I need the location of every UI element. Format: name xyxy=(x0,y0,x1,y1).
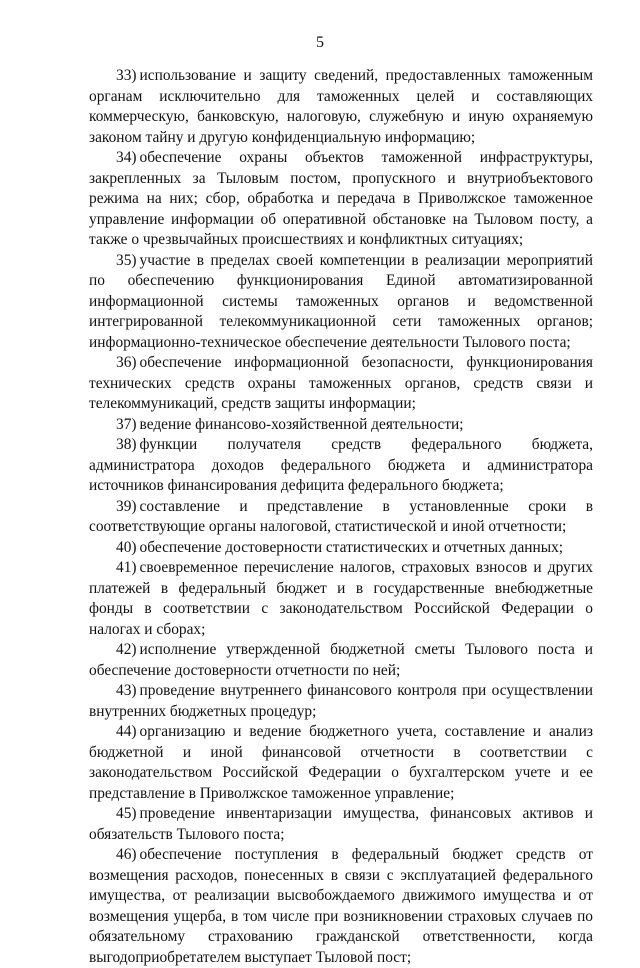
list-item-number: 38) xyxy=(116,436,137,453)
list-item-number: 34) xyxy=(116,149,137,166)
list-item-text: обеспечение информационной безопасности, функционирования технических средств охраны таможенных органов, средств связи и телекоммуникаций, средств защиты информации; xyxy=(89,354,593,412)
list-item-number: 36) xyxy=(116,354,137,371)
list-item-text: использование и защиту сведений, предоставленных таможенным органам исключительно для таможенных целей и составляющих коммерческую, банковскую, налоговую, служебную и иную охраняемую законом тайну и другую конфиденциальную информацию; xyxy=(89,67,593,146)
list-item-text: проведение внутреннего финансового контроля при осуществлении внутренних бюджетных процедур; xyxy=(89,682,593,720)
list-item-number: 37) xyxy=(116,415,137,433)
list-item-number: 43) xyxy=(116,682,137,699)
list-item xyxy=(89,538,593,559)
list-item-number: 45) xyxy=(116,805,137,822)
list-item xyxy=(89,497,593,538)
list-item-number: 44) xyxy=(116,723,137,740)
list-item-text: своевременное перечисление налогов, страховых взносов и других платежей в федеральный бюджет и в государственные внебюджетные фонды в соответствии с законодательством Российской Федерации о налогах и сборах; xyxy=(89,559,593,638)
list-item-number: 46) xyxy=(116,846,137,863)
list-item xyxy=(89,251,593,354)
list-item xyxy=(89,640,593,681)
list-item-text: составление и представление в установленные сроки в соответствующие органы налоговой, статистической и иной отчетности; xyxy=(89,497,593,535)
list-item-number: 41) xyxy=(116,559,137,576)
list-item xyxy=(89,148,593,251)
list-item xyxy=(89,415,593,436)
list-item-number: 39) xyxy=(116,497,137,515)
list-item xyxy=(89,435,593,497)
document-body xyxy=(89,66,593,968)
list-item-number: 42) xyxy=(116,641,137,658)
list-item-text: ведение финансово-хозяйственной деятельности; xyxy=(139,415,464,433)
list-item xyxy=(89,681,593,722)
list-item xyxy=(89,66,593,148)
list-item-text: обеспечение охраны объектов таможенной инфраструктуры, закрепленных за Тыловым постом, пропускного и внутриобъектового режима на них; сбор, обработка и передача в Приволжское таможенное управление информации об оперативной обстановке на Тыловом посту, а также о чрезвычайных происшествиях и конфликтных ситуациях; xyxy=(89,149,593,248)
list-item xyxy=(89,845,593,968)
list-item xyxy=(89,353,593,415)
list-item-text: обеспечение поступления в федеральный бюджет средств от возмещения расходов, понесенных в связи с эксплуатацией федерального имущества, от реализации высвобождаемого движимого имущества и от возмещения ущерба, в том числе при возникновении страховых случаев по обязательному страхованию гражданской ответственности, когда выгодоприобретателем выступает Тыловой пост; xyxy=(89,846,593,966)
list-item-number: 40) xyxy=(116,538,137,556)
list-item xyxy=(89,722,593,804)
list-item-text: исполнение утвержденной бюджетной сметы Тылового поста и обеспечение достоверности отчетности по ней; xyxy=(89,641,593,679)
list-item-text: обеспечение достоверности статистических и отчетных данных; xyxy=(139,538,564,556)
page-number: 5 xyxy=(316,34,324,51)
list-item-text: функции получателя средств федерального бюджета, администратора доходов федерального бюджета и администратора источников финансирования дефицита федерального бюджета; xyxy=(89,436,593,494)
list-item-text: проведение инвентаризации имущества, финансовых активов и обязательств Тылового поста; xyxy=(89,805,593,843)
list-item-text: участие в пределах своей компетенции в реализации мероприятий по обеспечению функционирования Единой автоматизированной информационной системы таможенных органов и ведомственной интегрированной телекоммуникационной сети таможенных органов; информационно-техническое обеспечение деятельности Тылового поста; xyxy=(89,251,593,351)
list-item xyxy=(89,558,593,640)
list-item-number: 33) xyxy=(116,67,137,84)
list-item-text: организацию и ведение бюджетного учета, составление и анализ бюджетной и иной финансовой отчетности в соответствии с законодательством Российской Федерации о бухгалтерском учете и ее представление в Приволжское таможенное управление; xyxy=(89,723,593,802)
list-item-number: 35) xyxy=(116,251,137,269)
list-item xyxy=(89,804,593,845)
